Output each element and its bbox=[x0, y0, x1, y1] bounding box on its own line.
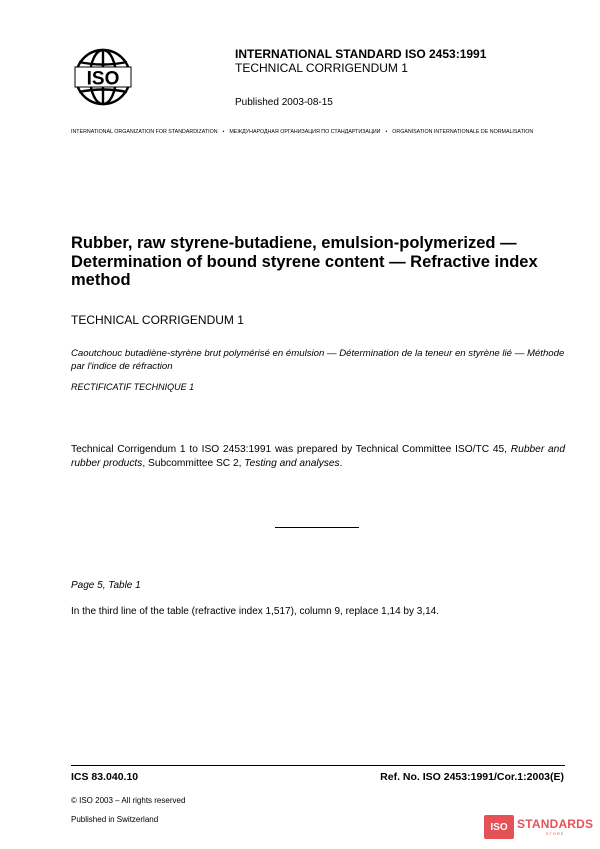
watermark-iso-box: ISO bbox=[484, 815, 514, 839]
corrigendum-label: TECHNICAL CORRIGENDUM 1 bbox=[235, 61, 408, 75]
correction-instruction: In the third line of the table (refractive index 1,517), column 9, replace 1,14 by 3,14. bbox=[71, 606, 439, 617]
iso-logo bbox=[71, 47, 135, 107]
standard-title: INTERNATIONAL STANDARD ISO 2453:1991 bbox=[235, 47, 487, 61]
para-text: . bbox=[339, 458, 343, 469]
org-name-fr: ORGANISATION INTERNATIONALE DE NORMALISATION bbox=[392, 129, 534, 135]
watermark-small: STORE bbox=[545, 831, 565, 836]
subcommittee-name: Testing and analyses bbox=[244, 458, 340, 469]
para-text: , Subcommittee SC 2, bbox=[142, 458, 245, 469]
section-divider bbox=[275, 527, 359, 528]
organization-line bbox=[71, 129, 566, 135]
iso-logo-text: ISO bbox=[86, 68, 120, 90]
separator-dot: • bbox=[385, 129, 388, 135]
para-text: Technical Corrigendum 1 to ISO 2453:1991 was prepared by Technical Committee ISO/TC 45, bbox=[71, 444, 511, 455]
technical-corrigendum-label: TECHNICAL CORRIGENDUM 1 bbox=[71, 313, 244, 327]
published-in: Published in Switzerland bbox=[71, 815, 159, 824]
iso-globe-icon bbox=[71, 47, 135, 107]
ics-code: ICS 83.040.10 bbox=[71, 771, 139, 783]
french-corrigendum-label: RECTIFICATIF TECHNIQUE 1 bbox=[71, 382, 195, 392]
correction-location: Page 5, Table 1 bbox=[71, 580, 141, 591]
separator-dot: • bbox=[222, 129, 225, 135]
footer-divider bbox=[71, 765, 565, 766]
foreword-paragraph bbox=[71, 443, 565, 471]
copyright-notice: © ISO 2003 – All rights reserved bbox=[71, 796, 186, 805]
document-title: Rubber, raw styrene-butadiene, emulsion-polymerized — Determination of bound styrene content — Refractive index method bbox=[71, 234, 538, 289]
committee-name: Rubber and rubber products bbox=[71, 444, 565, 469]
watermark-text bbox=[517, 818, 593, 836]
watermark-main: STANDARDS bbox=[517, 817, 594, 831]
published-date: Published 2003-08-15 bbox=[235, 97, 333, 108]
org-name-en: INTERNATIONAL ORGANIZATION FOR STANDARDIZATION bbox=[71, 129, 218, 135]
org-name-ru: МЕЖДУНАРОДНАЯ ОРГАНИЗАЦИЯ ПО СТАНДАРТИЗАЦИИ bbox=[229, 129, 381, 135]
french-title: Caoutchouc butadiène-styrène brut polymérisé en émulsion — Détermination de la teneur en styrène lié — Méthode par l'indice de réfraction bbox=[71, 348, 565, 372]
iso-standards-store-watermark bbox=[484, 814, 593, 840]
reference-number: Ref. No. ISO 2453:1991/Cor.1:2003(E) bbox=[380, 771, 564, 783]
